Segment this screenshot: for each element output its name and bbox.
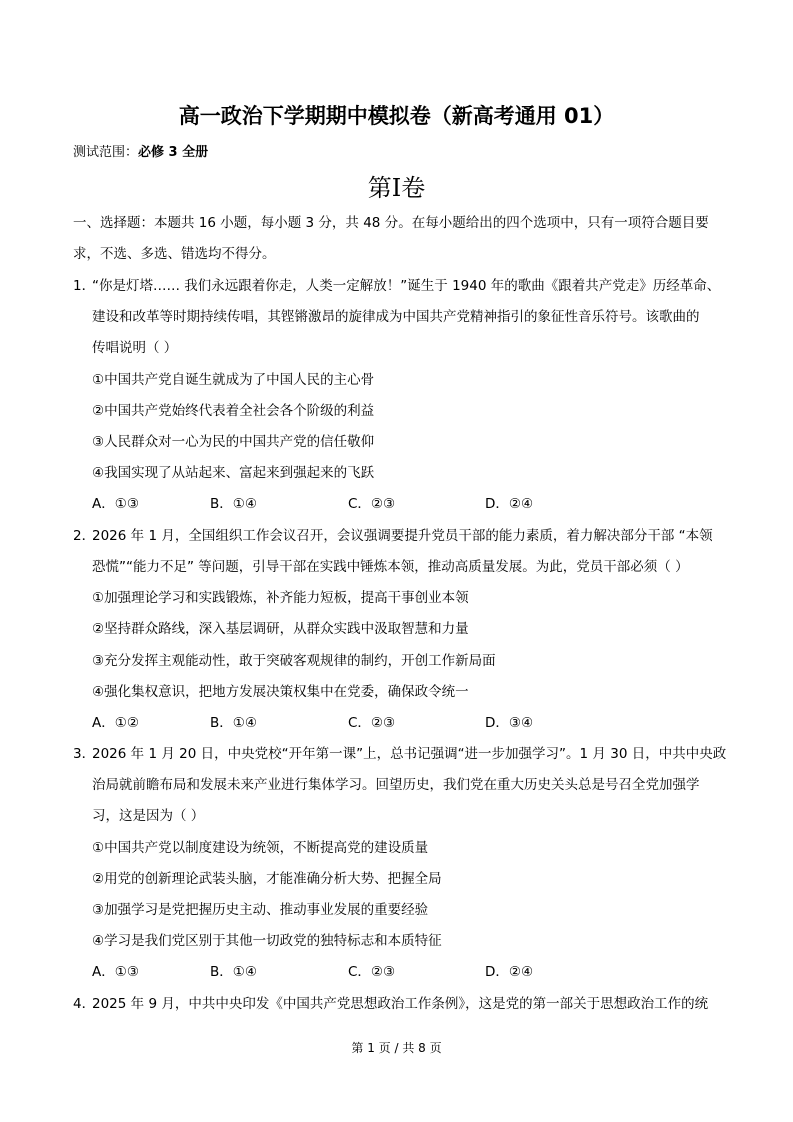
question-stem-line: 2026 年 1 月 20 日，中央党校“开年第一课”上，总书记强调“进一步加强学习”。1 月 30 日，中共中央政: [92, 746, 727, 762]
question-item: ①中国共产党以制度建设为统领，不断提高党的建设质量: [92, 840, 429, 856]
question-stem-line: 2026 年 1 月，全国组织工作会议召开，会议强调要提升党员干部的能力素质，着力解决部分干部 “本领: [92, 528, 713, 544]
option-a: A．①②: [92, 715, 139, 731]
question-item: ④我国实现了从站起来、富起来到强起来的飞跃: [92, 465, 375, 481]
volume-heading: 第I卷: [367, 174, 426, 202]
test-scope: [73, 144, 208, 162]
option-d: D．②④: [485, 496, 534, 512]
question-number: 2．: [73, 528, 96, 544]
page-title: 高一政治下学期期中模拟卷（新高考通用 01）: [178, 104, 615, 128]
question-item: ③充分发挥主观能动性，敢于突破客观规律的制约，开创工作新局面: [92, 653, 496, 669]
section-intro-line-2: 求，不选、多选、错选均不得分。: [73, 246, 276, 262]
question-item: ①加强理论学习和实践锻炼，补齐能力短板，提高干事创业本领: [92, 590, 469, 606]
question-stem-line: 治局就前瞻布局和发展未来产业进行集体学习。回望历史，我们党在重大历史关头总是号召全党加强学: [92, 777, 700, 793]
question-item: ④强化集权意识，把地方发展决策权集中在党委，确保政令统一: [92, 684, 469, 700]
test-scope-label: 测试范围：: [73, 145, 139, 160]
question-item: ①中国共产党自诞生就成为了中国人民的主心骨: [92, 372, 375, 388]
option-a: A．①③: [92, 964, 139, 980]
question-item: ③人民群众对一心为民的中国共产党的信任敬仰: [92, 434, 375, 450]
option-d: D．③④: [485, 715, 534, 731]
test-scope-value: 必修 3 全册: [138, 145, 209, 160]
option-b: B．①④: [210, 715, 257, 731]
question-number: 3．: [73, 746, 96, 762]
question-number: 4．: [73, 996, 96, 1012]
question-item: ②中国共产党始终代表着全社会各个阶级的利益: [92, 403, 375, 419]
section-intro-line-1: 一、选择题：本题共 16 小题，每小题 3 分，共 48 分。在每小题给出的四个选项中，只有一项符合题目要: [73, 215, 709, 231]
option-a: A．①③: [92, 496, 139, 512]
question-stem-line: “你是灯塔…… 我们永远跟着你走，人类一定解放！”诞生于 1940 年的歌曲《跟着共产党走》历经革命、: [92, 278, 721, 294]
option-c: C．②③: [348, 715, 396, 731]
question-number: 1．: [73, 278, 96, 294]
option-c: C．②③: [348, 496, 396, 512]
option-d: D．②④: [485, 964, 534, 980]
question-stem-line: 传唱说明（ ）: [92, 340, 178, 356]
page-footer: 第 1 页 / 共 8 页: [351, 1041, 442, 1055]
question-item: ④学习是我们党区别于其他一切政党的独特标志和本质特征: [92, 933, 442, 949]
question-stem-line: 2025 年 9 月，中共中央印发《中国共产党思想政治工作条例》，这是党的第一部关于思想政治工作的统: [92, 996, 709, 1012]
question-item: ②用党的创新理论武装头脑，才能准确分析大势、把握全局: [92, 871, 442, 887]
option-c: C．②③: [348, 964, 396, 980]
option-b: B．①④: [210, 964, 257, 980]
question-stem-line: 恐慌”“能力不足” 等问题，引导干部在实践中锤炼本领，推动高质量发展。为此，党员干部必须（ ）: [92, 559, 689, 575]
question-stem-line: 习，这是因为（ ）: [92, 808, 205, 824]
question-item: ②坚持群众路线，深入基层调研，从群众实践中汲取智慧和力量: [92, 621, 469, 637]
option-b: B．①④: [210, 496, 257, 512]
question-stem-line: 建设和改革等时期持续传唱，其铿锵激昂的旋律成为中国共产党精神指引的象征性音乐符号。该歌曲的: [92, 309, 700, 325]
question-item: ③加强学习是党把握历史主动、推动事业发展的重要经验: [92, 902, 429, 918]
